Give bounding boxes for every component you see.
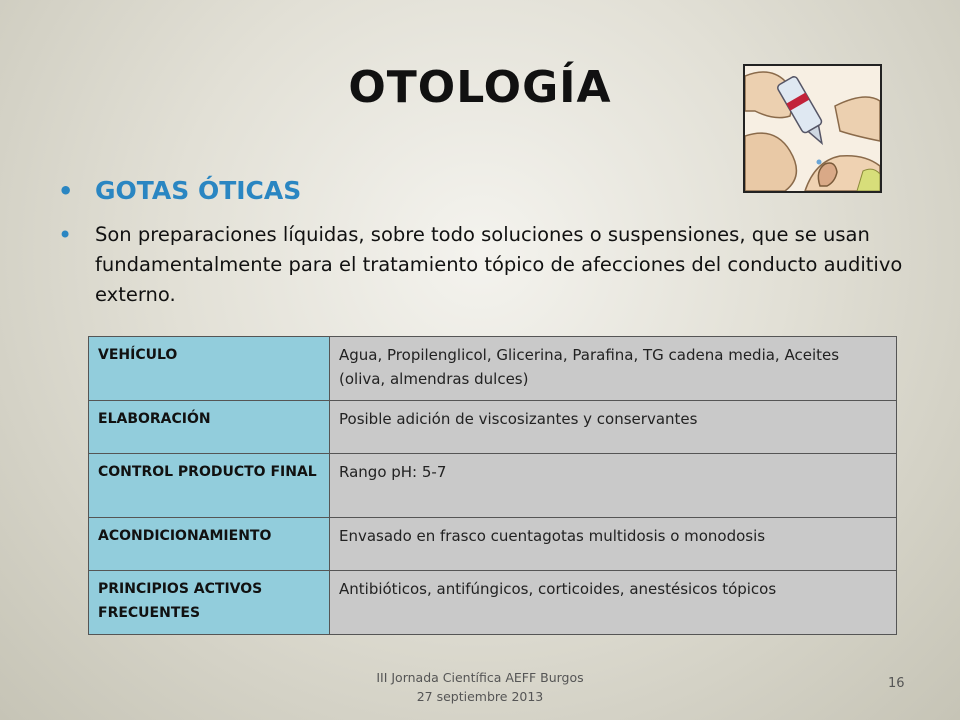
table-value-cell: Antibióticos, antifúngicos, corticoides, anestésicos tópicos — [330, 571, 897, 635]
properties-table — [88, 336, 897, 635]
table-row — [89, 401, 897, 454]
table-value-cell: Rango pH: 5-7 — [330, 454, 897, 518]
bullet-dot-icon: • — [58, 221, 73, 249]
table-row — [89, 518, 897, 571]
slide-title: OTOLOGÍA — [348, 62, 612, 113]
table-key-cell: CONTROL PRODUCTO FINAL — [89, 454, 330, 518]
table-key-cell: PRINCIPIOS ACTIVOS FRECUENTES — [89, 571, 330, 635]
bullet-dot-icon: • — [58, 177, 74, 205]
table-key-cell: ELABORACIÓN — [89, 401, 330, 454]
ear-drops-drawing — [745, 66, 880, 191]
footer-date: 27 septiembre 2013 — [416, 689, 544, 704]
table-row — [89, 454, 897, 518]
page-number: 16 — [888, 676, 905, 691]
bullet-text: GOTAS ÓTICAS — [95, 176, 302, 205]
table-value-cell: Posible adición de viscosizantes y conservantes — [330, 401, 897, 454]
bullet-list — [58, 174, 908, 310]
table-row — [89, 571, 897, 635]
table-value-cell: Agua, Propilenglicol, Glicerina, Parafina, TG cadena media, Aceites (oliva, almendras dulces) — [330, 337, 897, 401]
table-row — [89, 337, 897, 401]
bullet-description — [58, 220, 908, 310]
footer-event: III Jornada Científica AEFF Burgos — [376, 670, 584, 685]
bullet-gotas-oticas — [58, 174, 908, 208]
table-value-cell: Envasado en frasco cuentagotas multidosis o monodosis — [330, 518, 897, 571]
table-key-cell: VEHÍCULO — [89, 337, 330, 401]
bullet-text: Son preparaciones líquidas, sobre todo soluciones o suspensiones, que se usan fundamentalmente para el tratamiento tópico de afecciones del conducto auditivo externo. — [95, 223, 903, 306]
slide-footer — [340, 668, 620, 706]
table-key-cell: ACONDICIONAMIENTO — [89, 518, 330, 571]
